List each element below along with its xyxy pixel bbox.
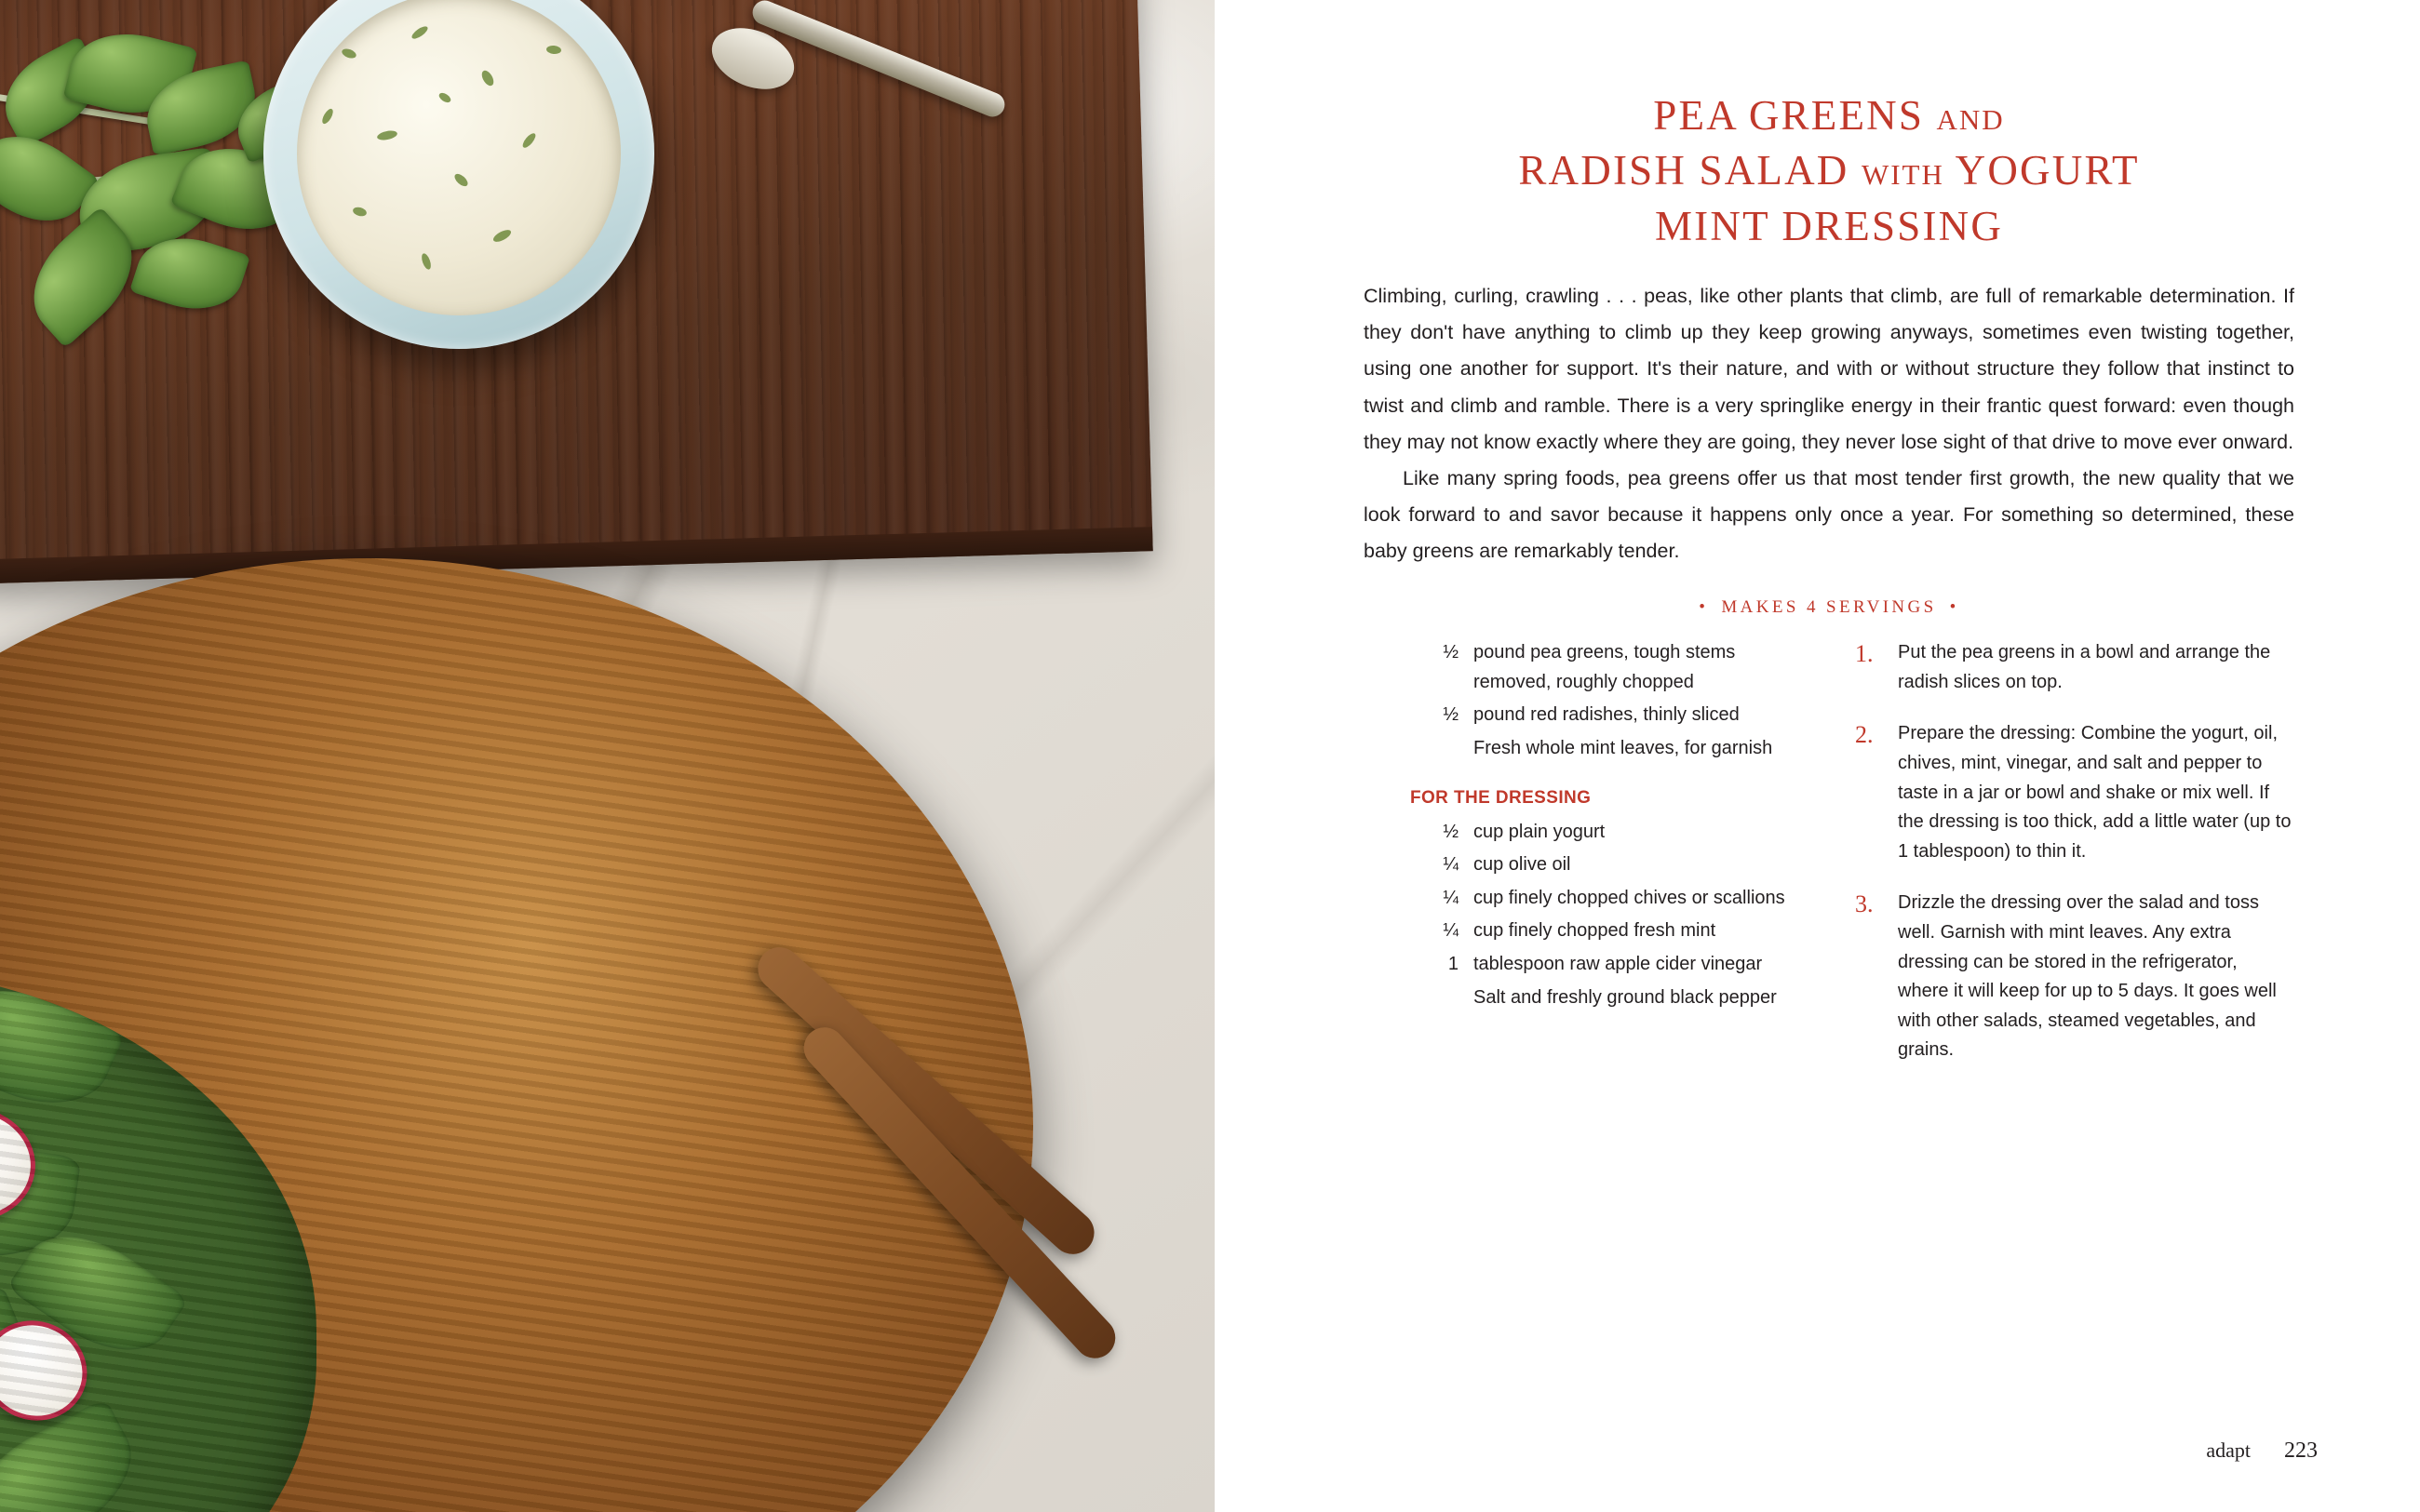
herb-fleck [479, 69, 496, 88]
yield-line [1364, 597, 2294, 618]
step-text: Put the pea greens in a bowl and arrange the radish slices on top. [1898, 642, 2271, 692]
pea-green-leaf [7, 1211, 190, 1376]
ingredient-amount: ¼ [1443, 920, 1459, 942]
intro-paragraph-2: Like many spring foods, pea greens offer us that most tender first growth, the new quality that we look forward to and savor because it happens only once a year. For something so determined, these baby greens are remarkably tender. [1364, 466, 2294, 563]
ingredient-text: pound red radishes, thinly sliced [1473, 704, 1740, 726]
page-number: 223 [2284, 1438, 2318, 1463]
ingredient-row [1410, 884, 1801, 914]
ingredient-row [1410, 734, 1801, 764]
page-footer [2206, 1438, 2318, 1464]
radish-slice [0, 1101, 41, 1227]
herb-fleck [520, 131, 537, 150]
yield-label: MAKES 4 SERVINGS [1721, 597, 1937, 618]
recipe-text-page [1215, 0, 2420, 1512]
ingredient-amount: 1 [1447, 953, 1459, 974]
ingredient-text: tablespoon raw apple cider vinegar [1473, 953, 1763, 974]
ingredient-amount [1410, 983, 1473, 1013]
title-line-2-main-a: RADISH SALAD [1518, 147, 1849, 194]
herb-fleck [410, 24, 430, 41]
ingredient-text: cup finely chopped fresh mint [1473, 920, 1716, 942]
ingredient-amount [1410, 734, 1473, 764]
recipe-title [1364, 88, 2294, 254]
herb-fleck [491, 228, 513, 245]
ingredient-amount: ¼ [1443, 854, 1459, 876]
decorative-dot-right: • [1949, 597, 1959, 618]
title-line-1-main: PEA GREENS [1653, 92, 1925, 139]
instructions-column [1855, 638, 2292, 1088]
ingredient-row [1410, 950, 1801, 980]
radish-slice [0, 1305, 102, 1437]
herb-fleck [437, 91, 452, 104]
herb-fleck [352, 206, 368, 218]
herb-fleck [320, 107, 335, 126]
ingredient-text: Fresh whole mint leaves, for garnish [1473, 737, 1773, 758]
step-text: Drizzle the dressing over the salad and toss well. Garnish with mint leaves. Any extra dressing can be stored in the refrigerator, where it will keep for up to 5 days. It goes well with other salads, steamed vegetables, and grains. [1898, 892, 2277, 1061]
ingredient-amount: ½ [1443, 642, 1459, 663]
herb-fleck [546, 45, 562, 54]
step-number: 3. [1855, 890, 1874, 918]
ingredient-text: pound pea greens, tough stems removed, roughly chopped [1473, 642, 1736, 692]
step-text: Prepare the dressing: Combine the yogurt, oil, chives, mint, vinegar, and salt and pepper to taste in a jar or bowl and shake or mix well. If the dressing is too thick, add a little water (up to 1 tablespoon) to thin it. [1898, 723, 2292, 862]
title-line-3: MINT DRESSING [1654, 202, 2004, 249]
ingredient-amount: ¼ [1443, 887, 1459, 908]
ingredient-row [1410, 917, 1801, 946]
recipe-body-columns [1364, 638, 2294, 1088]
ingredient-text: cup plain yogurt [1473, 821, 1606, 842]
ingredient-text: cup olive oil [1473, 854, 1571, 876]
instruction-step [1855, 719, 2292, 866]
title-line-2-small: WITH [1861, 158, 1944, 192]
herb-fleck [376, 129, 397, 141]
ingredient-text: Salt and freshly ground black pepper [1473, 986, 1777, 1008]
title-line-2-main-b: YOGURT [1955, 147, 2140, 194]
instruction-step [1855, 889, 2292, 1065]
ingredient-amount: ½ [1443, 821, 1459, 842]
ingredient-row [1410, 638, 1801, 697]
title-line-1-small: AND [1936, 103, 2005, 136]
ingredient-row [1410, 983, 1801, 1013]
pea-green-leaf [0, 1398, 154, 1512]
herb-fleck [420, 252, 433, 271]
ingredient-amount: ½ [1443, 704, 1459, 726]
ingredients-column [1364, 638, 1801, 1088]
instruction-step [1855, 638, 2292, 697]
pea-greens-salad [0, 968, 316, 1512]
dressing-heading: FOR THE DRESSING [1410, 787, 1592, 808]
ingredient-text: cup finely chopped chives or scallions [1473, 887, 1785, 908]
ingredient-row [1410, 850, 1801, 880]
yogurt-dressing [297, 0, 621, 315]
herb-fleck [452, 171, 470, 188]
intro-paragraph-1: Climbing, curling, crawling . . . peas, like other plants that climb, are full of remarkable determination. If they don't have anything to climb up they keep growing anyways, sometimes even twisting together, using one another for support. It's their nature, and with or without structure they follow that instinct to twist and climb and ramble. There is a very springlike energy in their frantic quest forward: even though they may not know exactly where they are going, they never lose sight of that drive to move ever onward. [1364, 285, 2294, 453]
wooden-salad-bowl [0, 558, 1033, 1512]
pea-green-leaf [0, 1132, 81, 1269]
ingredient-row [1410, 818, 1801, 848]
step-number: 1. [1855, 640, 1874, 668]
step-number: 2. [1855, 721, 1874, 749]
ingredient-row [1410, 701, 1801, 730]
pea-green-leaf [0, 1282, 41, 1445]
pea-green-leaf [0, 968, 126, 1128]
decorative-dot-left: • [1699, 597, 1709, 618]
chapter-name: adapt [2206, 1438, 2251, 1462]
herb-fleck [341, 47, 357, 60]
radish-slice [0, 1431, 1, 1512]
